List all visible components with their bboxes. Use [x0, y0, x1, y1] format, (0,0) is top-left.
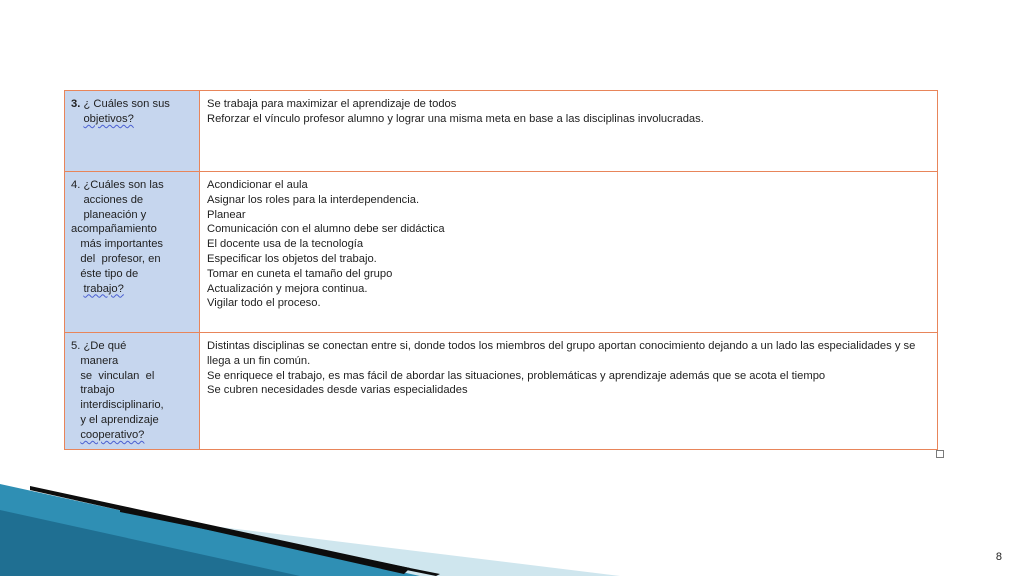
question-text: se vinculan el: [80, 369, 155, 382]
answer-line: Se cubren necesidades desde varias especialidades: [207, 384, 468, 397]
question-line: [71, 208, 195, 223]
question-line: [71, 369, 195, 384]
answer-cell: [200, 333, 938, 450]
answer-line: Especificar los objetos del trabajo.: [207, 252, 377, 265]
question-cell: [65, 91, 200, 172]
question-line: [71, 97, 195, 112]
question-line: [71, 339, 195, 354]
answer-line: Reforzar el vínculo profesor alumno y lograr una misma meta en base a las disciplinas involucradas.: [207, 112, 704, 125]
question-text: interdisciplinario,: [80, 399, 164, 412]
question-line: [71, 252, 195, 267]
question-number: 3.: [71, 98, 81, 110]
question-line: [71, 398, 195, 413]
question-text: del profesor, en: [80, 252, 161, 265]
question-number: 5.: [71, 340, 81, 352]
question-line: [71, 112, 195, 127]
page-number: 8: [995, 551, 1002, 563]
question-text: ¿ Cuáles son sus: [83, 98, 170, 110]
decorative-swoosh: [0, 470, 620, 576]
question-line: [71, 193, 195, 208]
question-cell: [65, 172, 200, 333]
question-line: [71, 178, 195, 193]
question-text: cooperativo?: [80, 428, 145, 441]
question-line: [71, 383, 195, 398]
answer-line: Se trabaja para maximizar el aprendizaje de todos: [207, 98, 457, 110]
question-number: 4.: [71, 179, 81, 191]
table-resize-handle[interactable]: [936, 450, 944, 458]
question-text: trabajo: [80, 384, 115, 397]
question-text: objetivos?: [83, 112, 134, 125]
answer-line: Se enriquece el trabajo, es mas fácil de abordar las situaciones, problemáticas y aprendizaje además que se acota el tiempo: [207, 369, 826, 382]
question-text: más importantes: [80, 238, 164, 251]
question-text: trabajo?: [83, 282, 124, 295]
table-row: [65, 333, 938, 450]
answer-line: Vigilar todo el proceso.: [207, 297, 321, 310]
answer-cell: [200, 91, 938, 172]
qa-table: [64, 90, 938, 450]
answer-line: Actualización y mejora continua.: [207, 282, 368, 295]
question-text: ¿De qué: [83, 340, 127, 352]
question-line: [71, 267, 195, 282]
question-text: ¿Cuáles son las: [83, 179, 164, 191]
answer-line: Acondicionar el aula: [207, 179, 308, 191]
answer-line: Tomar en cuneta el tamaño del grupo: [207, 267, 393, 280]
answer-line: Comunicación con el alumno debe ser didáctica: [207, 223, 445, 236]
question-text: y el aprendizaje: [80, 413, 159, 426]
answer-cell: [200, 172, 938, 333]
table-row: [65, 91, 938, 172]
question-text: manera: [80, 354, 119, 367]
question-line: [71, 413, 195, 428]
question-line: [71, 354, 195, 369]
question-text: planeación y: [83, 208, 147, 221]
question-line: [71, 237, 195, 252]
question-line: [71, 282, 195, 297]
answer-line: Planear: [207, 208, 246, 221]
question-line: [71, 428, 195, 443]
answer-line: Distintas disciplinas se conectan entre si, donde todos los miembros del grupo aportan conocimiento dejando a un lado las especialidades y se llega a un fin común.: [207, 340, 916, 367]
question-line: acompañamiento: [71, 223, 157, 236]
question-cell: [65, 333, 200, 450]
table-row: [65, 172, 938, 333]
answer-line: Asignar los roles para la interdependencia.: [207, 193, 420, 206]
answer-line: El docente usa de la tecnología: [207, 238, 364, 251]
question-text: acciones de: [83, 193, 144, 206]
question-text: éste tipo de: [80, 267, 139, 280]
